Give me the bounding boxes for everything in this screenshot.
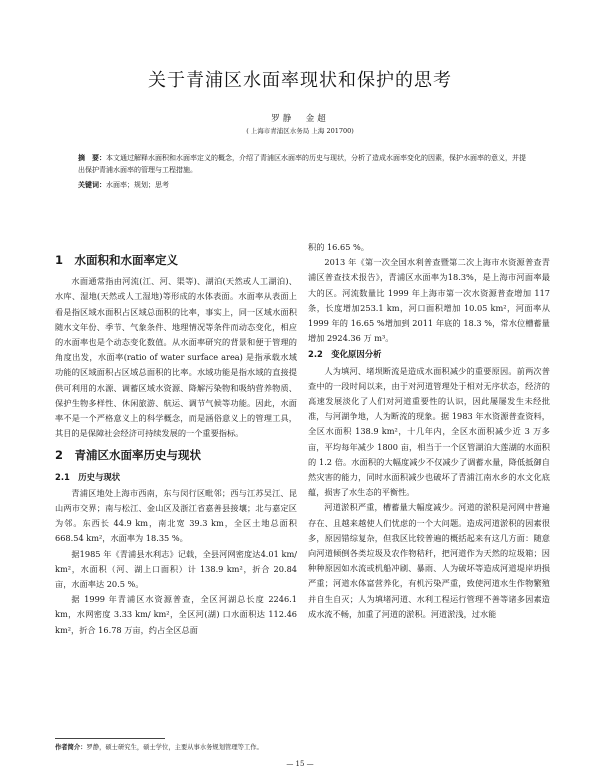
subsection-heading-2-2: 2.2 变化原因分析 — [308, 349, 382, 360]
section-heading-1: 1 水面积和水面率定义 — [55, 253, 179, 267]
paragraph: 水面通常指由河流(江、河、渠等)、湖泊(天然或人工湖泊)、水库、湿地(天然或人工湿地)等形成的水体表面。水面率从表面上看是指区域水面积占区域总面积的比率，事实上，同一区域水面积随水文年份、季节、气象条件、地理情况等条件而动态变化，相应的水面率也是个动态变化数值。从水面率研究的背景和便于管理的角度出发，水面率(ratio of water surface area) 是指承载水域功能的区域面积占区域总面积的比率。水域功能是指水域的直接提供可利用的水源、调蓄区域水资源、降解污染物和吸纳营养物质、保护生物多样性、休闲旅游、航运、调节气候等功能。因此，水面率不是一个严格意义上的科学概念，而是涵俗意义上的管理工具，其目的是保障社会经济可持续发展的一个重要指标。 — [55, 276, 297, 439]
left-column — [55, 246, 297, 638]
footnote-rule — [55, 738, 165, 739]
paragraph: 2013 年《第一次全国水利普查暨第二次上海市水资源普查青浦区普查技术报告》，青浦区水面率为18.3%，是上海市河面率最大的区。河流数量比 1999 年上海市第一次水资源普查增加 117 条，长度增加253.1 km，河口面积增加 10.05 km²，河面率从 1999 年的 16.65 %增加到 2011 年底的 18.3 %，常水位槽蓄量增加 2924.36 万 m³。 — [308, 257, 550, 344]
right-column — [308, 240, 550, 622]
keywords — [78, 180, 530, 192]
paragraph: 人为填河、堵坝断流是造成水面积减少的重要原因。前两次普查中的一段时间以来，由于对河道管理处于相对无序状态，经济的高速发展淡化了人们对河道重要性的认识，因此屡屡发生未经批准，与河湖争地，人为断流的现象。据 1983 年水资源普查资料，全区水面积 138.9 km²，十几年内，全区水面积减少近 3 万多亩，平均每年减少 1800 亩，相当于一个区管湖泊大莲湖的水面积的 1.2 倍。水面积的大幅度减少不仅减少了调蓄水量，降低抵御自然灾害的能力，同时水面积减少也破坏了青浦江南水乡的水文化底蕴，损害了水生态的平衡性。 — [308, 365, 550, 498]
authors: 罗静 金超 — [271, 114, 329, 124]
keywords-label: 关键词： — [78, 181, 106, 189]
section-heading-2: 2 青浦区水面率历史与现状 — [55, 448, 202, 463]
paragraph: 据1985 年《青浦县水利志》记载，全县河网密度达4.01 km/ km²，水面积（河、湖上口面积）计 138.9 km²，折合 20.84 亩，水面率达 20.5 %。 — [55, 548, 297, 590]
paragraph: 河道淤积严重，槽蓄量大幅度减少。河道的淤积是河网中普遍存在、且越来越使人们忧虑的一个大问题。造成河道淤积的因素很多，原因错综复杂，但我区比较普遍的概括起来有这几方面：随意向河道倾倒各类垃圾及农作物秸秆，把河道作为天然的垃圾箱；因种种原因如水流或机船冲刷、暴雨、人为破坏等造成河道堤岸坍损严重；河道水体富营养化，有机污染严重，致使河道水生作物繁殖并自生自灭；人为填堵河道、水利工程运行管理不善等诸多因素造成水流不畅，加重了河道的淤积。河道淤浅，过水能 — [308, 502, 550, 619]
paragraph-continued: 积的 16.65 %。 — [308, 242, 369, 252]
subsection-heading-2-1: 2.1 历史与现状 — [55, 471, 121, 482]
abstract — [78, 153, 530, 176]
keywords-text: 水面率；规划；思考 — [106, 181, 169, 189]
paragraph: 青浦区地处上海市西南，东与闵行区毗邻；西与江苏吴江、昆山两市交界；南与松江、金山区及浙江省嘉善县接壤；北与嘉定区为邻。东西长 44.9 km，南北宽 39.3 km，全区土地总面积 668.54 km²，水面率为 18.35 %。 — [55, 487, 297, 544]
affiliation: ( 上海市青浦区水务局 上海 201700) — [246, 127, 354, 135]
footnote-text: 罗静，硕士研究生，硕士学位，主要从事水务规划管理等工作。 — [86, 744, 263, 751]
footnote — [55, 742, 263, 751]
paper-title: 关于青浦区水面率现状和保护的思考 — [148, 70, 452, 91]
page-number: — 15 — — [286, 760, 314, 768]
footnote-label: 作者简介： — [55, 744, 87, 751]
abstract-label: 摘 要： — [78, 154, 106, 162]
abstract-text: 本文通过解释水面积和水面率定义的概念，介绍了青浦区水面率的历史与现状，分析了造成水面率变化的因素，保护水面率的意义，并提出保护青浦水面率的管理与工程措施。 — [78, 154, 526, 174]
paragraph: 据 1999 年青浦区水资源普查，全区河湖总长度 2246.1 km，水网密度 3.33 km/ km²，全区河(湖) 口水面积达 112.46 km²，折合 16.78 万亩，约占全区总面 — [55, 594, 297, 635]
